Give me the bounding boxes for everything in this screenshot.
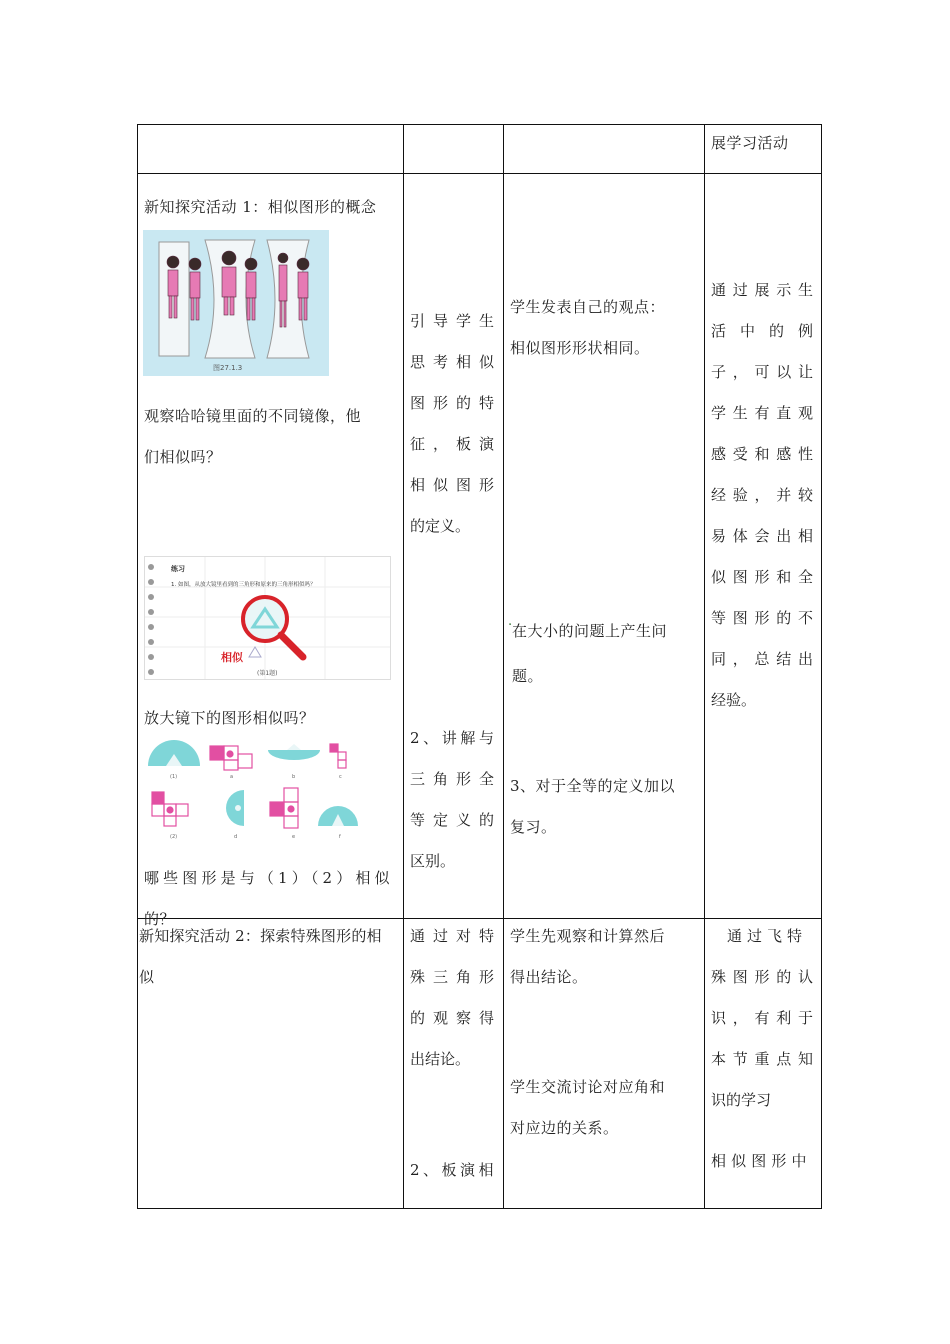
r2-c1 (138, 919, 404, 1209)
shape-label-1: (1) (170, 774, 178, 780)
intent-line: 子，可以让 (711, 363, 813, 381)
magnifier-exercise-image (144, 556, 391, 680)
mirror-illustration (143, 230, 329, 376)
question-shapes-line1: 哪些图形是与（1）（2）相似 (144, 869, 390, 887)
teacher-line: 殊三角形 (410, 968, 494, 986)
teacher-line: 出结论。 (410, 1050, 471, 1068)
exercise-title: 练习 (171, 565, 185, 573)
teacher-activity-1 (410, 301, 494, 547)
intent-line: 感受和感性 (711, 445, 813, 463)
table-row-activity-1 (138, 174, 822, 919)
design-intent-2 (711, 916, 813, 1121)
student-line: 学生交流讨论对应角和 (510, 1078, 666, 1096)
similar-shapes-image (144, 740, 358, 844)
teacher-line: 三角形全 (410, 770, 494, 788)
student-line: 学生先观察和计算然后 (510, 927, 666, 945)
exercise-text: 1. 如图，从放大镜里看到的三角形和原来的三角形相似吗？ (171, 582, 316, 588)
teacher-activity-4: 2、板演相 (410, 1161, 494, 1179)
r1-c2 (404, 174, 504, 919)
shape-label-f: f (339, 834, 341, 840)
question-shapes-line2: 的？ (144, 910, 176, 928)
r2-c4 (705, 919, 822, 1209)
activity2-heading (139, 916, 401, 998)
shape-label-d: d (234, 834, 238, 840)
activity2-heading-line2: 似 (139, 968, 155, 986)
intent-line: 通过飞特 (727, 927, 808, 945)
shapes-illustration (144, 740, 358, 844)
teacher-line: 征，板演 (410, 435, 494, 453)
r1-c1 (138, 174, 404, 928)
teacher-line: 的观察得 (410, 1009, 494, 1027)
question-magnifier: 放大镜下的图形相似吗？ (144, 709, 315, 727)
exercise-caption: (第1题) (257, 670, 278, 677)
student-line: 3、对于全等的定义加以 (510, 777, 676, 795)
student-line: 相似图形形状相同。 (510, 339, 650, 357)
r0-c3 (504, 125, 705, 174)
stray-mark: . (508, 614, 513, 629)
teacher-line: 思考相似 (410, 353, 494, 371)
table-row-header (138, 125, 822, 174)
intent-line: 学生有直观 (711, 404, 813, 422)
student-line: 对应边的关系。 (510, 1119, 619, 1137)
teacher-line: 等定义的 (410, 811, 494, 829)
r2-c2 (404, 919, 504, 1209)
intent-line: 殊图形的认 (711, 968, 813, 986)
student-line: 复习。 (510, 818, 557, 836)
similar-label: 相似 (221, 651, 243, 664)
intent-line: 易体会出相 (711, 527, 813, 545)
shape-label-b: b (292, 774, 296, 780)
question-mirror-line1: 观察哈哈镜里面的不同镜像，他 (144, 407, 362, 425)
r1-c4 (705, 174, 822, 919)
student-activity-4 (510, 916, 700, 998)
shape-label-c: c (339, 774, 342, 780)
teacher-line: 相似图形 (410, 476, 494, 494)
design-intent-3: 相似图形中 (711, 1152, 807, 1170)
question-mirror-line2: 们相似吗？ (144, 448, 222, 466)
shape-label-e: e (292, 834, 296, 840)
student-line: 在大小的问题上产生问 (512, 622, 668, 640)
r2-c3 (504, 919, 705, 1209)
student-activity-2 (512, 609, 700, 699)
shape-label-2: (2) (170, 834, 178, 840)
intent-line: 活中的例 (711, 322, 813, 340)
design-intent-1 (711, 270, 813, 721)
teacher-activity-3 (410, 916, 494, 1080)
student-activity-1 (510, 287, 698, 369)
intent-line: 似图形和全 (711, 568, 813, 586)
teacher-line: 图形的特 (410, 394, 494, 412)
intent-line: 通过展示生 (711, 281, 813, 299)
teacher-line: 区别。 (410, 852, 456, 870)
activity1-heading: 新知探究活动 1：相似图形的概念 (144, 198, 377, 216)
teacher-line: 的定义。 (410, 517, 471, 535)
r1-c3 (504, 174, 705, 919)
intent-line: 等图形的不 (711, 609, 813, 627)
intent-line: 识，有利于 (711, 1009, 813, 1027)
r0-c4 (705, 125, 822, 174)
magnifier-illustration (145, 557, 390, 679)
intent-line: 识的学习 (711, 1091, 772, 1109)
student-activity-3 (510, 766, 700, 848)
teacher-line: 引导学生 (410, 312, 494, 330)
r0-c2 (404, 125, 504, 174)
student-line: 学生发表自己的观点： (510, 298, 666, 316)
table-row-activity-2 (138, 919, 822, 1209)
teacher-activity-2 (410, 718, 494, 882)
lesson-plan-table (137, 124, 822, 1209)
student-line: 题。 (512, 667, 544, 685)
r0-c1 (138, 125, 404, 174)
student-line: 得出结论。 (510, 968, 588, 986)
student-activity-5 (510, 1067, 700, 1149)
intent-line: 本节重点知 (711, 1050, 813, 1068)
activity2-heading-line1: 新知探究活动 2：探索特殊图形的相 (139, 927, 382, 945)
teacher-line: 通过对特 (410, 927, 494, 945)
teacher-line: 2、讲解与 (410, 729, 494, 747)
intent-line: 同，总结出 (711, 650, 813, 668)
mirror-caption: 图27.1.3 (213, 364, 243, 372)
intent-line: 经验。 (711, 691, 757, 709)
carryover-text: 展学习活动 (711, 134, 789, 152)
funhouse-mirror-image (143, 230, 329, 376)
shape-label-a: a (230, 774, 234, 780)
intent-line: 经验，并较 (711, 486, 813, 504)
